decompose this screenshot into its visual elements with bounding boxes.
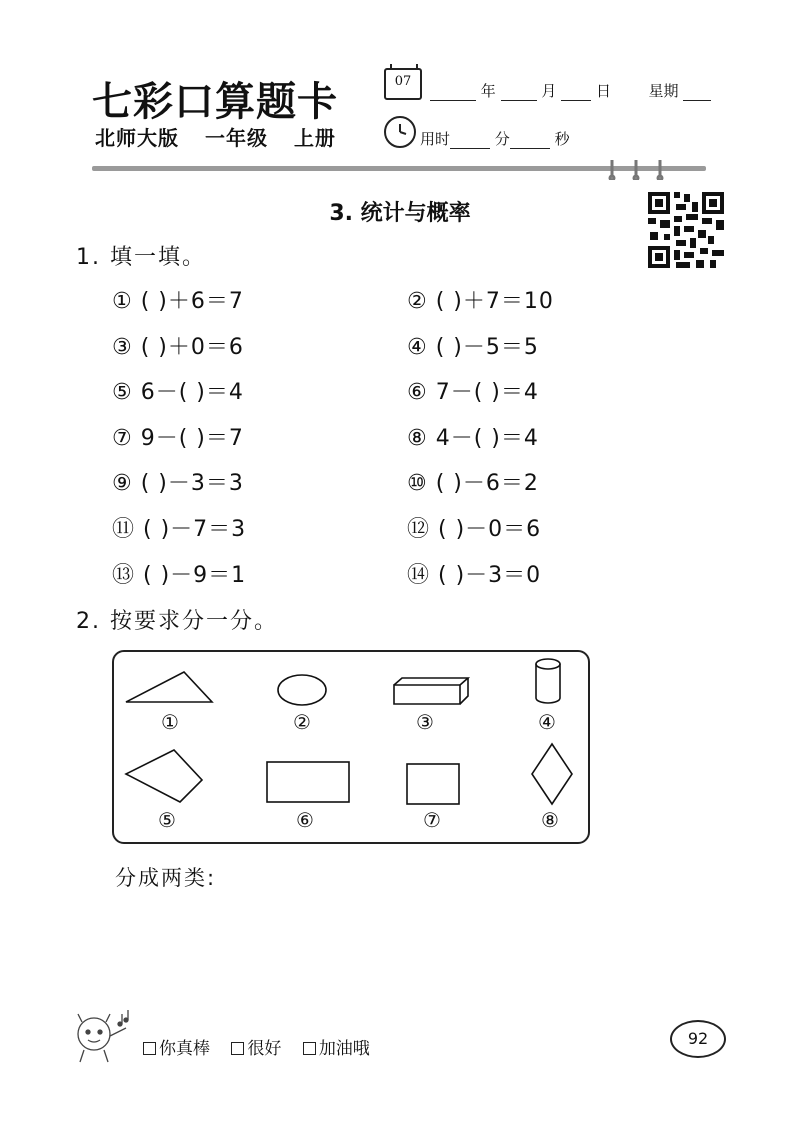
shape-label-5: ⑤ bbox=[158, 808, 176, 832]
equation-7[interactable]: ⑦ 9－( )＝7 bbox=[112, 426, 244, 451]
cylinder-shape bbox=[536, 659, 560, 703]
rating-great[interactable]: 你真棒 bbox=[143, 1039, 210, 1059]
edition-label: 北师大版 bbox=[95, 126, 179, 150]
shape-label-3: ③ bbox=[416, 710, 434, 734]
equation-5[interactable]: ⑤ 6－( )＝4 bbox=[112, 380, 244, 405]
question-2-heading: 2. 按要求分一分。 bbox=[76, 609, 278, 634]
time-label: 用时 bbox=[420, 130, 451, 148]
ellipse-shape bbox=[278, 675, 326, 705]
calendar-number: 07 bbox=[394, 74, 412, 89]
equation-3[interactable]: ③ ( )＋0＝6 bbox=[112, 335, 244, 360]
shapes-drawing bbox=[112, 650, 588, 842]
equation-8[interactable]: ⑧ 4－( )＝4 bbox=[407, 426, 539, 451]
edition-line bbox=[95, 122, 354, 151]
time-second-label: 秒 bbox=[554, 130, 570, 148]
brand-title: 七彩口算题卡 bbox=[92, 78, 338, 125]
rating-good[interactable]: 很好 bbox=[231, 1039, 281, 1059]
shape-label-7: ⑦ bbox=[423, 808, 441, 832]
quadrilateral-shape bbox=[126, 750, 202, 802]
equation-10[interactable]: ⑩ ( )－6＝2 bbox=[407, 471, 539, 496]
shape-label-8: ⑧ bbox=[541, 808, 559, 832]
binder-pins-icon bbox=[606, 158, 666, 180]
date-fields bbox=[430, 80, 711, 101]
checkbox-icon[interactable] bbox=[231, 1042, 244, 1055]
time-minute-label: 分 bbox=[494, 130, 510, 148]
volume-label: 上册 bbox=[293, 126, 336, 150]
rating-keep-going[interactable]: 加油哦 bbox=[303, 1039, 370, 1059]
cuboid-shape bbox=[394, 678, 468, 704]
date-year-label: 年 bbox=[480, 82, 496, 100]
date-month-label: 月 bbox=[541, 82, 557, 100]
checkbox-icon[interactable] bbox=[143, 1042, 156, 1055]
sort-instruction: 分成两类: bbox=[115, 866, 217, 890]
equation-12[interactable]: ⑫ ( )－0＝6 bbox=[407, 517, 542, 542]
equation-14[interactable]: ⑭ ( )－3＝0 bbox=[407, 563, 542, 588]
equation-13[interactable]: ⑬ ( )－9＝1 bbox=[112, 563, 247, 588]
triangle-shape bbox=[126, 672, 212, 702]
time-fields bbox=[420, 128, 570, 149]
clock-icon bbox=[384, 116, 416, 148]
rhombus-shape bbox=[532, 744, 572, 804]
date-day-label: 日 bbox=[595, 82, 611, 100]
equation-9[interactable]: ⑨ ( )－3＝3 bbox=[112, 471, 244, 496]
equation-1[interactable]: ① ( )＋6＝7 bbox=[112, 289, 244, 314]
date-weekday-label: 星期 bbox=[648, 82, 679, 100]
shape-label-4: ④ bbox=[538, 710, 556, 734]
question-1-heading: 1. 填一填。 bbox=[76, 245, 206, 270]
checkbox-icon[interactable] bbox=[303, 1042, 316, 1055]
shape-label-6: ⑥ bbox=[296, 808, 314, 832]
equation-6[interactable]: ⑥ 7－( )＝4 bbox=[407, 380, 539, 405]
qr-code-icon[interactable] bbox=[646, 190, 726, 270]
shape-label-2: ② bbox=[293, 710, 311, 734]
shape-label-1: ① bbox=[161, 710, 179, 734]
self-rating-options bbox=[143, 1034, 386, 1059]
grade-label: 一年级 bbox=[204, 126, 268, 150]
rectangle-shape bbox=[267, 762, 349, 802]
square-shape bbox=[407, 764, 459, 804]
equation-11[interactable]: ⑪ ( )－7＝3 bbox=[112, 517, 247, 542]
section-title: 3. 统计与概率 bbox=[329, 201, 471, 226]
calendar-icon bbox=[384, 68, 422, 100]
equation-4[interactable]: ④ ( )－5＝5 bbox=[407, 335, 539, 360]
equation-2[interactable]: ② ( )＋7＝10 bbox=[407, 289, 554, 314]
page-number: 92 bbox=[670, 1020, 726, 1058]
mascot-icon bbox=[70, 1006, 136, 1066]
